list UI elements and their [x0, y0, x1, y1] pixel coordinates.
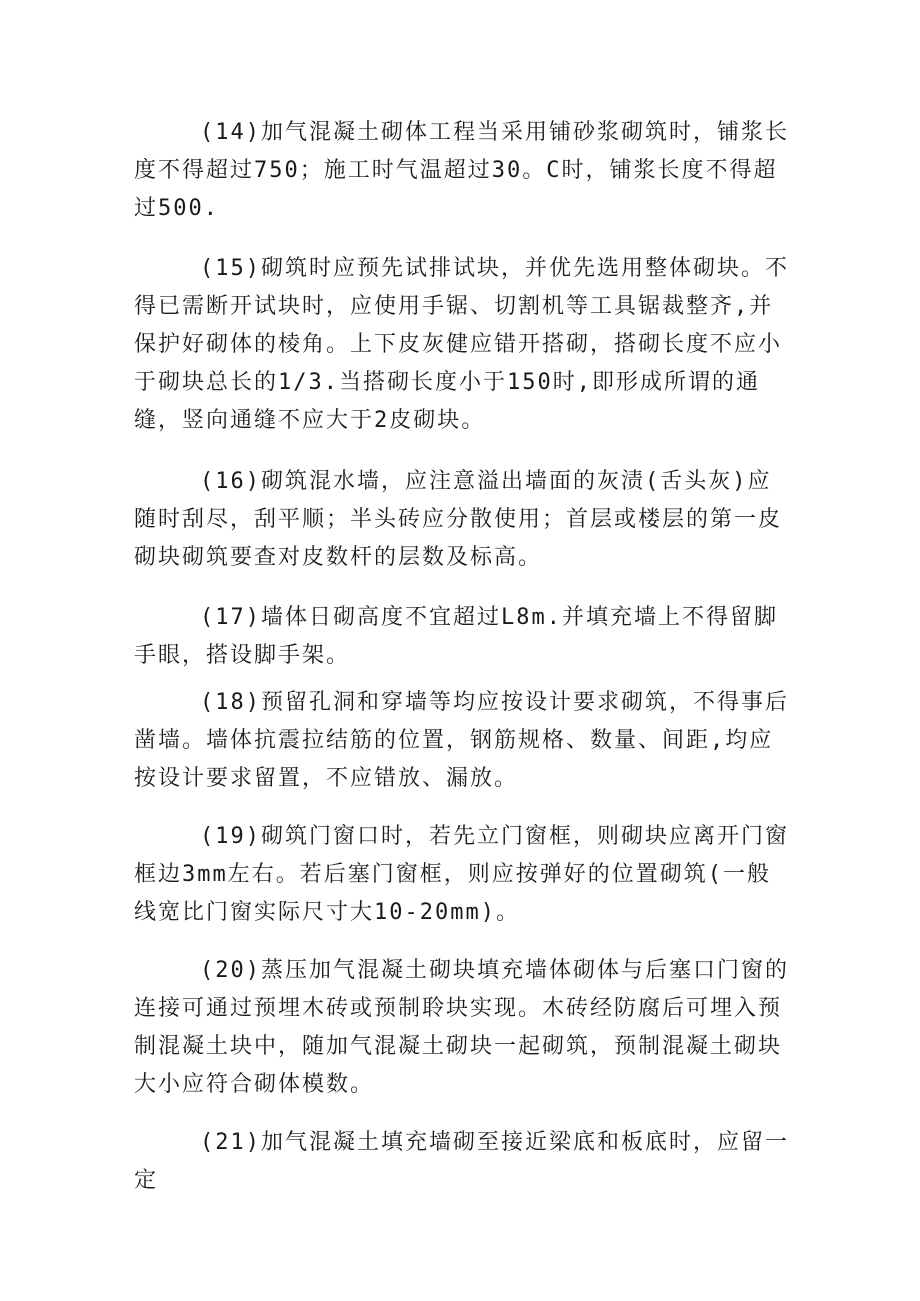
paragraph-19: (19)砌筑门窗口时，若先立门窗框，则砌块应离开门窗框边3mm左右。若后塞门窗框，则应按弹好的位置砌筑(一般线宽比门窗实际尺寸大10-20mm)。	[134, 824, 789, 925]
paragraph-21: (21)加气混凝土填充墙砌至接近梁底和板底时，应留一定	[134, 1130, 789, 1193]
paragraph-16: (16)砌筑混水墙，应注意溢出墙面的灰渍(舌头灰)应随时刮尽，刮平顺；半头砖应分散使用；首层或楼层的第一皮砌块砌筑要查对皮数杆的层数及标高。	[134, 469, 783, 570]
paragraph-15: (15)砌筑时应预先试排试块，并优先选用整体砌块。不得已需断开试块时，应使用手锯、切割机等工具锯裁整齐,并保护好砌体的棱角。上下皮灰健应错开搭砌，搭砌长度不应小于砌块总长的1/3.当搭砌长度小于150时,即形成所谓的通缝，竖向通缝不应大于2皮砌块。	[134, 256, 789, 433]
paragraph-20: (20)蒸压加气混凝土砌块填充墙体砌体与后塞口门窗的连接可通过预埋木砖或预制聆块实现。木砖经防腐后可埋入预制混凝土块中，随加气混凝土砌块一起砌筑，预制混凝土砌块大小应符合砌体模数。	[134, 958, 789, 1097]
paragraph-18: (18)预留孔洞和穿墙等均应按设计要求砌筑，不得事后凿墙。墙体抗震拉结筋的位置，钢筋规格、数量、间距,均应按设计要求留置，不应错放、漏放。	[134, 690, 789, 791]
paragraph-14: (14)加气混凝土砌体工程当采用铺砂浆砌筑时，铺浆长度不得超过750；施工时气温超过30。C时，铺浆长度不得超过500.	[134, 120, 789, 221]
paragraph-17: (17)墙体日砌高度不宜超过L8m.并填充墙上不得留脚手眼，搭设脚手架。	[134, 605, 778, 668]
